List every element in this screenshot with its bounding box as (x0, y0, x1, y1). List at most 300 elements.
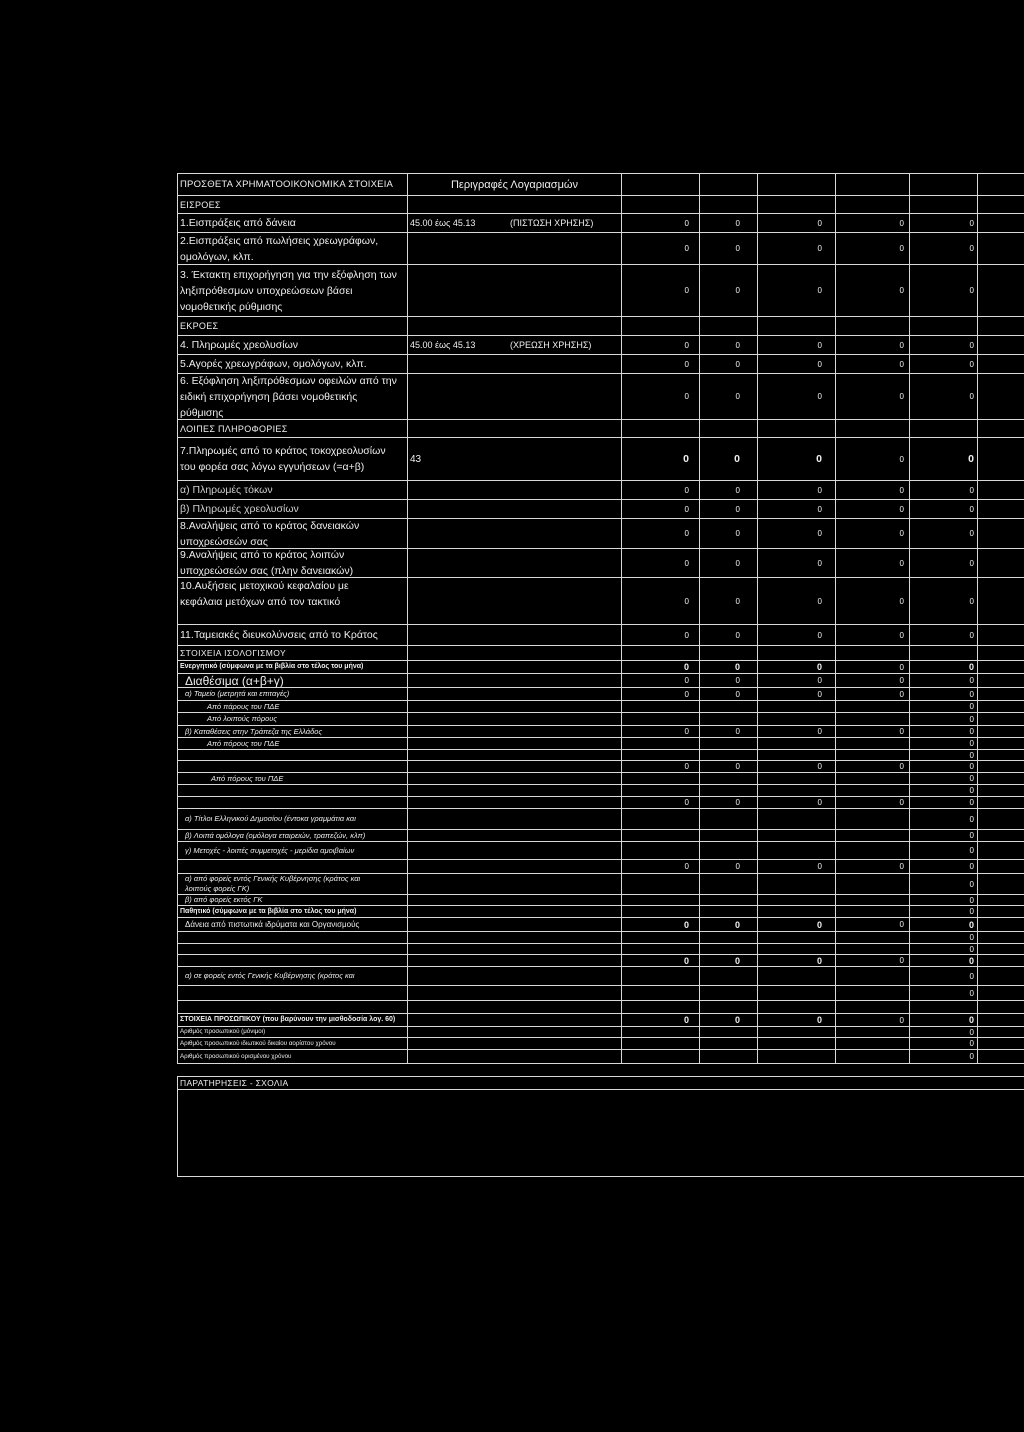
table-body (178, 196, 1024, 1064)
empty-cell (622, 986, 700, 1000)
account-range: 45.00 έως 45.13 (410, 218, 476, 228)
header-cell (622, 174, 700, 195)
empty-cell (758, 420, 836, 437)
empty-cell (758, 874, 836, 894)
empty-cell (978, 986, 1024, 1000)
account-cell (408, 317, 622, 335)
value-cell: 0 (836, 918, 910, 931)
value-cell: 0 (622, 726, 700, 737)
account-note: (ΧΡΕΩΣΗ ΧΡΗΣΗΣ) (510, 340, 592, 350)
row-label: 8.Αναλήψεις από το κράτος δανειακών υποχρεώσεών σας (178, 519, 408, 548)
account-cell (408, 761, 622, 772)
empty-cell (622, 196, 700, 213)
table-row (178, 1038, 1024, 1050)
empty-cell (758, 196, 836, 213)
empty-cell (758, 932, 836, 943)
value-cell: 0 (910, 549, 978, 577)
empty-cell (758, 317, 836, 335)
value-cell: 0 (910, 860, 978, 873)
empty-cell (836, 830, 910, 841)
empty-cell (978, 317, 1024, 335)
value-cell: 0 (910, 661, 978, 673)
value-cell: 0 (622, 661, 700, 673)
account-cell (408, 1001, 622, 1013)
empty-cell (622, 773, 700, 784)
value-cell: 0 (700, 955, 758, 966)
account-cell (408, 932, 622, 943)
value-cell: 0 (910, 688, 978, 700)
empty-cell (700, 986, 758, 1000)
account-cell (408, 500, 622, 518)
empty-cell (978, 918, 1024, 931)
value-cell: 0 (758, 549, 836, 577)
table-row (178, 955, 1024, 967)
table-row (178, 906, 1024, 918)
empty-cell (978, 932, 1024, 943)
value-cell: 0 (758, 265, 836, 316)
value-cell: 0 (700, 336, 758, 354)
account-cell (408, 336, 622, 354)
table-row (178, 674, 1024, 688)
value-cell: 0 (910, 701, 978, 712)
account-cell (408, 265, 622, 316)
empty-cell (758, 1038, 836, 1049)
account-cell (408, 1038, 622, 1049)
empty-cell (836, 967, 910, 985)
value-cell: 0 (910, 906, 978, 917)
table-row (178, 726, 1024, 738)
value-cell: 0 (758, 860, 836, 873)
empty-cell (758, 646, 836, 660)
row-label: Από πόρους του ΠΔΕ (178, 773, 408, 784)
empty-cell (978, 955, 1024, 966)
account-cell (408, 785, 622, 796)
empty-cell (622, 895, 700, 905)
empty-cell (700, 967, 758, 985)
empty-cell (978, 797, 1024, 808)
value-cell: 0 (836, 797, 910, 808)
empty-cell (978, 336, 1024, 354)
account-cell (408, 773, 622, 784)
row-label: ΣΤΟΙΧΕΙΑ ΠΡΟΣΩΠΙΚΟΥ (που βαρύνουν την μισθοδοσία λογ. 60) (178, 1014, 408, 1026)
table-row (178, 761, 1024, 773)
empty-cell (700, 874, 758, 894)
value-cell: 0 (622, 214, 700, 232)
value-cell: 0 (836, 661, 910, 673)
value-cell: 0 (836, 578, 910, 624)
account-cell (408, 713, 622, 725)
value-cell: 0 (758, 355, 836, 373)
value-cell: 0 (758, 918, 836, 931)
table-row (178, 500, 1024, 519)
value-cell: 0 (910, 967, 978, 985)
row-label: β) Λοιπά ομόλογα (ομόλογα εταιρειών, τραπεζών, κλπ) (178, 830, 408, 841)
empty-cell (978, 944, 1024, 954)
value-cell: 0 (910, 918, 978, 931)
empty-cell (978, 661, 1024, 673)
empty-cell (622, 750, 700, 760)
empty-cell (700, 196, 758, 213)
account-cell (408, 646, 622, 660)
value-cell: 0 (758, 625, 836, 645)
value-cell: 0 (700, 265, 758, 316)
row-label (178, 1001, 408, 1013)
table-row (178, 233, 1024, 265)
value-cell: 0 (758, 481, 836, 499)
value-cell: 0 (758, 661, 836, 673)
empty-cell (700, 420, 758, 437)
value-cell: 0 (910, 336, 978, 354)
account-note: (ΠΙΣΤΩΣΗ ΧΡΗΣΗΣ) (510, 218, 594, 228)
empty-cell (978, 438, 1024, 480)
row-label: ΕΚΡΟΕΣ (178, 317, 408, 335)
value-cell: 0 (910, 738, 978, 749)
value-cell: 0 (836, 233, 910, 264)
row-label: γ) Μετοχές - λοιπές συμμετοχές - μερίδια αμοιβαίων (178, 842, 408, 859)
empty-cell (978, 726, 1024, 737)
empty-cell (978, 750, 1024, 760)
row-label: 6. Εξόφληση ληξιπρόθεσμων οφειλών από την ειδική επιχορήγηση βάσει νομοθετικής ρύθμισης (178, 374, 408, 419)
empty-cell (836, 1027, 910, 1037)
empty-cell (700, 1038, 758, 1049)
value-cell: 0 (700, 1014, 758, 1026)
row-label: Από πάρους του ΠΔΕ (178, 701, 408, 712)
empty-cell (978, 701, 1024, 712)
value-cell: 0 (910, 355, 978, 373)
value-cell: 0 (700, 214, 758, 232)
row-label: α) Πληρωμές τόκων (178, 481, 408, 499)
value-cell: 0 (700, 726, 758, 737)
value-cell: 0 (836, 625, 910, 645)
account-cell (408, 830, 622, 841)
value-cell: 0 (836, 674, 910, 687)
empty-cell (978, 842, 1024, 859)
value-cell: 0 (700, 661, 758, 673)
row-label (178, 932, 408, 943)
value-cell: 0 (910, 519, 978, 548)
empty-cell (622, 1038, 700, 1049)
row-label: α) σε φορείς εντός Γενικής Κυβέρνησης (κράτος και (178, 967, 408, 985)
account-cell (408, 797, 622, 808)
row-label (178, 860, 408, 873)
empty-cell (978, 1027, 1024, 1037)
value-cell: 0 (836, 860, 910, 873)
empty-cell (758, 967, 836, 985)
section-row (178, 196, 1024, 214)
empty-cell (622, 944, 700, 954)
empty-cell (836, 773, 910, 784)
value-cell: 0 (700, 625, 758, 645)
value-cell: 0 (910, 1050, 978, 1063)
empty-cell (622, 842, 700, 859)
value-cell: 0 (910, 1027, 978, 1037)
empty-cell (978, 809, 1024, 829)
table-row (178, 773, 1024, 785)
value-cell: 0 (910, 944, 978, 954)
row-label: α) από φορείς εντός Γενικής Κυβέρνησης (κράτος και λοιπούς φορείς ΓΚ) (178, 874, 408, 894)
table-row (178, 336, 1024, 355)
table-row (178, 932, 1024, 944)
value-cell: 0 (910, 1014, 978, 1026)
empty-cell (758, 906, 836, 917)
empty-cell (978, 674, 1024, 687)
row-label: 3. Έκτακτη επιχορήγηση για την εξόφληση των ληξιπρόθεσμων υποχρεώσεων βάσει νομοθετικής ρύθμισης (178, 265, 408, 316)
empty-cell (700, 895, 758, 905)
empty-cell (978, 1014, 1024, 1026)
value-cell: 0 (836, 726, 910, 737)
empty-cell (978, 420, 1024, 437)
empty-cell (836, 906, 910, 917)
value-cell: 0 (758, 438, 836, 480)
row-label (178, 785, 408, 796)
empty-cell (978, 196, 1024, 213)
table-row (178, 1001, 1024, 1014)
value-cell: 0 (910, 932, 978, 943)
value-cell: 0 (700, 674, 758, 687)
table-row (178, 519, 1024, 549)
account-cell (408, 701, 622, 712)
value-cell: 0 (622, 336, 700, 354)
value-cell: 0 (836, 265, 910, 316)
empty-cell (836, 785, 910, 796)
value-cell: 0 (836, 438, 910, 480)
account-cell (408, 986, 622, 1000)
value-cell: 0 (836, 500, 910, 518)
row-label: 9.Αναλήψεις από το κράτος λοιπών υποχρεώσεών σας (πλην δανειακών) (178, 549, 408, 577)
account-cell (408, 906, 622, 917)
empty-cell (758, 738, 836, 749)
empty-cell (700, 738, 758, 749)
empty-cell (836, 750, 910, 760)
empty-cell (978, 906, 1024, 917)
table-row (178, 1014, 1024, 1027)
value-cell: 0 (910, 797, 978, 808)
table-row (178, 738, 1024, 750)
empty-cell (836, 842, 910, 859)
value-cell: 0 (910, 842, 978, 859)
row-label: β) Καταθέσεις στην Τράπεζα της Ελλάδος (178, 726, 408, 737)
table-row (178, 918, 1024, 932)
value-cell: 0 (622, 955, 700, 966)
account-cell (408, 918, 622, 931)
empty-cell (700, 317, 758, 335)
empty-cell (836, 986, 910, 1000)
row-label (178, 944, 408, 954)
value-cell: 0 (622, 355, 700, 373)
value-cell: 0 (910, 625, 978, 645)
account-cell (408, 233, 622, 264)
row-label: 7.Πληρωμές από το κράτος τοκοχρεολυσίων του φορέα σας λόγω εγγυήσεων (=α+β) (178, 438, 408, 480)
empty-cell (836, 944, 910, 954)
value-cell: 0 (910, 895, 978, 905)
value-cell: 0 (758, 336, 836, 354)
value-cell: 0 (910, 986, 978, 1000)
empty-cell (836, 1001, 910, 1013)
value-cell: 0 (700, 797, 758, 808)
empty-cell (622, 785, 700, 796)
account-cell (408, 374, 622, 419)
value-cell: 0 (758, 500, 836, 518)
value-cell: 0 (622, 438, 700, 480)
value-cell: 0 (622, 918, 700, 931)
account-cell (408, 481, 622, 499)
section-row (178, 420, 1024, 438)
account-cell (408, 895, 622, 905)
empty-cell (700, 809, 758, 829)
empty-cell (700, 713, 758, 725)
header-cell (700, 174, 758, 195)
value-cell: 0 (622, 761, 700, 772)
row-label (178, 761, 408, 772)
table-row (178, 809, 1024, 830)
header-cell (910, 174, 978, 195)
empty-cell (836, 420, 910, 437)
account-cell (408, 967, 622, 985)
account-cell (408, 860, 622, 873)
value-cell: 0 (700, 438, 758, 480)
account-cell (408, 1014, 622, 1026)
table-row (178, 713, 1024, 726)
empty-cell (622, 809, 700, 829)
table-row (178, 785, 1024, 797)
value-cell: 0 (758, 214, 836, 232)
empty-cell (978, 874, 1024, 894)
empty-cell (700, 906, 758, 917)
value-cell: 0 (836, 549, 910, 577)
empty-cell (978, 578, 1024, 624)
financial-data-table (177, 173, 1024, 1064)
empty-cell (758, 750, 836, 760)
empty-cell (978, 1001, 1024, 1013)
table-row (178, 830, 1024, 842)
value-cell: 0 (622, 374, 700, 419)
empty-cell (978, 738, 1024, 749)
row-label: ΣΤΟΙΧΕΙΑ ΙΣΟΛΟΓΙΣΜΟΥ (178, 646, 408, 660)
row-label: Αριθμός προσωπικού (μόνιμοι) (178, 1027, 408, 1037)
value-cell: 0 (836, 336, 910, 354)
empty-cell (978, 374, 1024, 419)
table-row (178, 986, 1024, 1001)
account-cell (408, 1027, 622, 1037)
row-label: Αριθμός προσωπικού ορισμένου χρόνου (178, 1050, 408, 1063)
empty-cell (978, 355, 1024, 373)
table-row (178, 374, 1024, 420)
empty-cell (758, 701, 836, 712)
value-cell: 0 (836, 955, 910, 966)
value-cell: 0 (910, 1038, 978, 1049)
empty-cell (758, 830, 836, 841)
value-cell: 0 (700, 374, 758, 419)
empty-cell (758, 773, 836, 784)
empty-cell (700, 646, 758, 660)
row-label (178, 955, 408, 966)
empty-cell (700, 1050, 758, 1063)
empty-cell (978, 214, 1024, 232)
value-cell: 0 (758, 955, 836, 966)
empty-cell (978, 646, 1024, 660)
value-cell: 0 (700, 688, 758, 700)
account-cell (408, 661, 622, 673)
empty-cell (978, 773, 1024, 784)
value-cell: 0 (622, 625, 700, 645)
remarks-title: ΠΑΡΑΤΗΡΗΣΕΙΣ - ΣΧΟΛΙΑ (178, 1077, 1024, 1090)
value-cell: 0 (910, 874, 978, 894)
value-cell: 0 (758, 374, 836, 419)
value-cell: 0 (910, 438, 978, 480)
empty-cell (978, 233, 1024, 264)
account-cell (408, 578, 622, 624)
empty-cell (622, 713, 700, 725)
value-cell: 0 (910, 830, 978, 841)
account-cell (408, 420, 622, 437)
value-cell: 0 (758, 233, 836, 264)
empty-cell (622, 967, 700, 985)
value-cell: 0 (836, 1014, 910, 1026)
accounts-column-header: Περιγραφές Λογαριασμών (408, 174, 622, 195)
empty-cell (836, 895, 910, 905)
empty-cell (836, 646, 910, 660)
row-label: β) από φορείς εκτός ΓΚ (178, 895, 408, 905)
empty-cell (700, 830, 758, 841)
empty-cell (622, 317, 700, 335)
empty-cell (622, 701, 700, 712)
row-label: 10.Αυξήσεις μετοχικού κεφαλαίου με κεφάλαια μετόχων από τον τακτικό (178, 578, 408, 624)
account-cell (408, 438, 622, 480)
value-cell: 0 (910, 265, 978, 316)
value-cell: 0 (700, 355, 758, 373)
empty-cell (622, 420, 700, 437)
account-cell (408, 519, 622, 548)
empty-cell (622, 1050, 700, 1063)
value-cell: 0 (910, 809, 978, 829)
value-cell: 0 (622, 519, 700, 548)
value-cell: 0 (836, 761, 910, 772)
empty-cell (622, 906, 700, 917)
empty-cell (978, 549, 1024, 577)
empty-cell (978, 1038, 1024, 1049)
empty-cell (700, 1001, 758, 1013)
value-cell: 0 (910, 726, 978, 737)
table-row (178, 967, 1024, 986)
empty-cell (978, 785, 1024, 796)
table-row (178, 214, 1024, 233)
row-label: Διαθέσιμα (α+β+γ) (178, 674, 408, 687)
header-cell (758, 174, 836, 195)
value-cell: 0 (910, 955, 978, 966)
account-cell (408, 842, 622, 859)
value-cell: 0 (910, 500, 978, 518)
row-label: Από λοιπούς πόρους (178, 713, 408, 725)
row-label: 4. Πληρωμές χρεολυσίων (178, 336, 408, 354)
value-cell: 0 (700, 481, 758, 499)
table-row (178, 438, 1024, 481)
table-header-row (178, 174, 1024, 196)
table-row (178, 688, 1024, 701)
empty-cell (700, 944, 758, 954)
row-label: Παθητικό (σύμφωνα με τα βιβλία στο τέλος του μήνα) (178, 906, 408, 917)
empty-cell (910, 317, 978, 335)
value-cell: 0 (758, 578, 836, 624)
table-row (178, 661, 1024, 674)
section-row (178, 317, 1024, 336)
empty-cell (758, 1050, 836, 1063)
empty-cell (836, 738, 910, 749)
row-label: Ενεργητικό (σύμφωνα με τα βιβλία στο τέλος του μήνα) (178, 661, 408, 673)
table-row (178, 625, 1024, 646)
header-cell (978, 174, 1024, 195)
empty-cell (758, 986, 836, 1000)
empty-cell (700, 701, 758, 712)
